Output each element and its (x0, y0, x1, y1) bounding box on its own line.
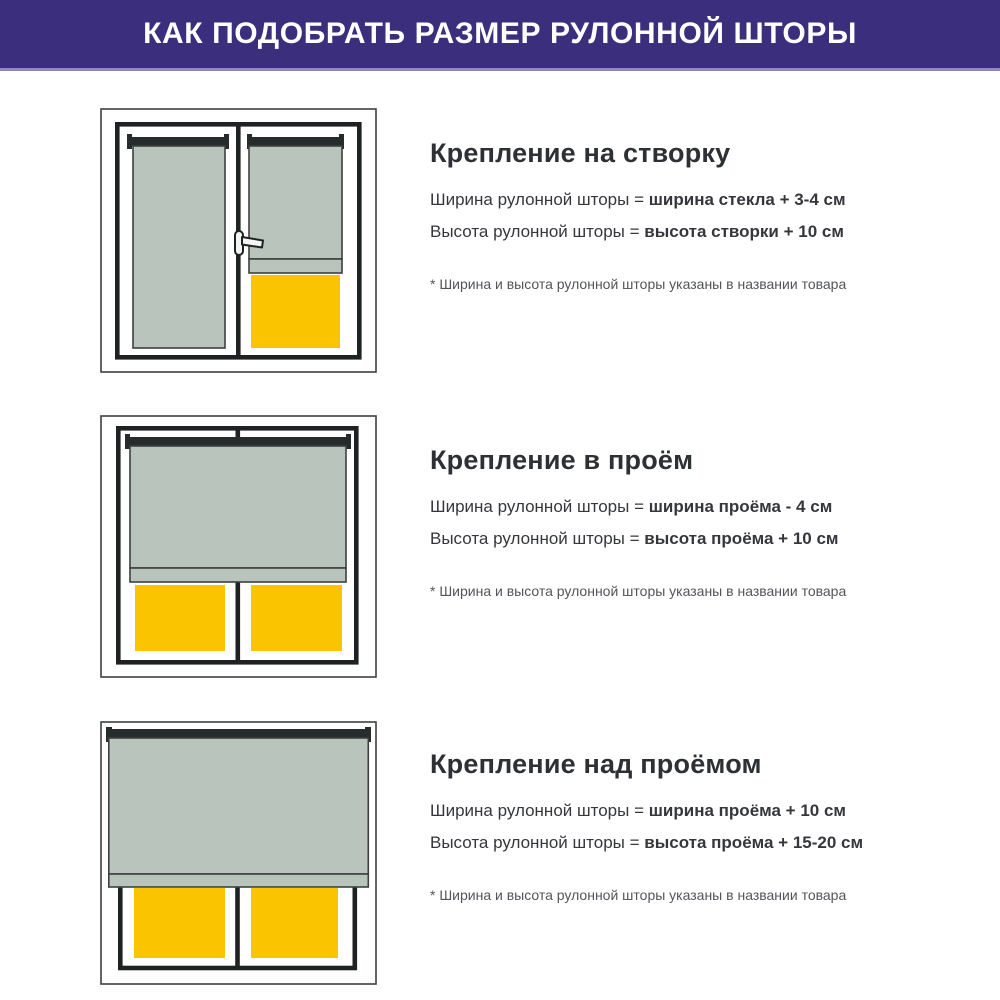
width-rule-value: ширина стекла + 3-4 см (648, 190, 846, 209)
roller-tube (128, 137, 228, 146)
height-rule (430, 827, 900, 859)
roller-blind-on-sash-icon (100, 108, 377, 373)
width-rule (430, 795, 900, 827)
glass-pane-right (251, 888, 338, 958)
height-rule (430, 216, 900, 248)
width-rule-label: Ширина рулонной шторы = (430, 190, 645, 209)
width-rule-value: ширина проёма + 10 см (648, 801, 846, 820)
blind-fabric (109, 738, 369, 874)
size-rules (430, 184, 900, 248)
glass-pane-right (251, 585, 342, 651)
glass-pane-left (135, 585, 225, 651)
footnote: * Ширина и высота рулонной шторы указаны в названии товара (430, 583, 847, 599)
section-heading: Крепление в проём (430, 445, 694, 475)
section-above-opening (430, 747, 900, 904)
width-rule-label: Ширина рулонной шторы = (430, 801, 645, 820)
height-rule-value: высота проёма + 10 см (644, 529, 839, 548)
width-rule (430, 184, 900, 216)
height-rule-label: Высота рулонной шторы = (430, 529, 640, 548)
size-rules (430, 491, 900, 555)
height-rule-value: высота створки + 10 см (644, 222, 844, 241)
window-illustration-above-opening (100, 721, 377, 985)
window-illustration-on-sash (100, 108, 377, 373)
page-header (0, 0, 1000, 71)
height-rule (430, 523, 900, 555)
height-rule-value: высота проёма + 15-20 см (644, 833, 864, 852)
blind-fabric-left (133, 146, 225, 348)
footnote: * Ширина и высота рулонной шторы указаны в названии товара (430, 887, 847, 903)
section-heading: Крепление над проёмом (430, 749, 762, 779)
footnote: * Ширина и высота рулонной шторы указаны в названии товара (430, 276, 847, 292)
blind-bottom-bar (249, 259, 342, 273)
roller-tube (109, 729, 368, 738)
glass-pane-left (134, 888, 225, 958)
width-rule-label: Ширина рулонной шторы = (430, 497, 645, 516)
section-in-opening (430, 443, 900, 600)
blind-fabric (130, 446, 346, 568)
roller-blind-above-opening-icon (100, 721, 377, 985)
glass-pane (251, 275, 340, 348)
window-illustration-in-opening (100, 415, 377, 678)
width-rule (430, 491, 900, 523)
width-rule-value: ширина проёма - 4 см (648, 497, 833, 516)
section-heading: Крепление на створку (430, 138, 731, 168)
page-title: КАК ПОДОБРАТЬ РАЗМЕР РУЛОННОЙ ШТОРЫ (143, 17, 857, 50)
blind-bottom-bar (130, 568, 346, 582)
size-rules (430, 795, 900, 859)
height-rule-label: Высота рулонной шторы = (430, 222, 640, 241)
section-on-sash (430, 136, 900, 293)
blind-bottom-bar (109, 874, 369, 887)
roller-blind-in-opening-icon (100, 415, 377, 678)
roller-tube (127, 437, 349, 446)
roller-tube (249, 137, 341, 146)
height-rule-label: Высота рулонной шторы = (430, 833, 640, 852)
